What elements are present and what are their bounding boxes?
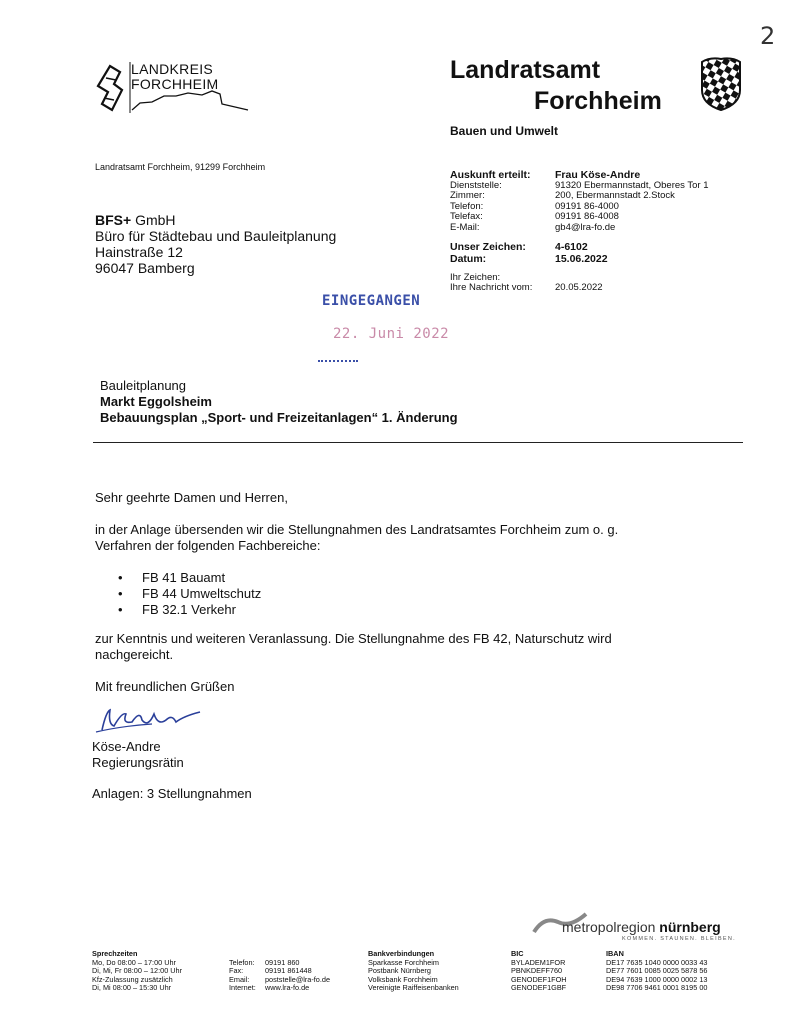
subject-block [100, 378, 458, 426]
footer-heading: BIC [511, 949, 524, 958]
info-value: 200, Ebermannstadt 2.Stock [555, 190, 675, 202]
subject-line2: Markt Eggolsheim [100, 394, 212, 409]
footer-line: BYLADEM1FOR [511, 957, 566, 967]
subject-line1: Bauleitplanung [100, 378, 187, 393]
list-item: • FB 44 Umweltschutz [118, 586, 262, 601]
attachments: Anlagen: 3 Stellungnahmen [92, 786, 252, 801]
footer-line: DE77 7601 0085 0025 5878 56 [606, 966, 708, 976]
footer-line: Di, Mi 08:00 – 15:30 Uhr [92, 983, 172, 993]
info-label: Telefon: [450, 200, 484, 212]
footer-line: DE17 7635 1040 0000 0033 43 [606, 957, 708, 967]
paragraph-1 [95, 522, 618, 554]
header-title-line2: Forchheim [534, 87, 662, 115]
info-label: Telefax: [450, 211, 483, 223]
metropolregion-tagline: KOMMEN. STAUNEN. BLEIBEN. [622, 936, 736, 942]
footer-hours [92, 950, 182, 993]
info-value: gb4@lra-fo.de [555, 221, 616, 233]
footer-line: Vereinigte Raiffeisenbanken [368, 983, 459, 993]
footer-line: 09191 861448 [265, 966, 312, 976]
recipient-street: Hainstraße 12 [95, 244, 183, 260]
paragraph-line: Verfahren der folgenden Fachbereiche: [95, 538, 321, 553]
footer-line: www.lra-fo.de [265, 983, 310, 993]
footer-line: poststelle@lra-fo.de [265, 974, 331, 984]
info-label: Ihre Nachricht vom: [450, 282, 533, 294]
signer-title: Regierungsrätin [92, 755, 184, 770]
footer-line: DE98 7706 9461 0001 8195 00 [606, 983, 708, 993]
footer-line: Telefon: [229, 957, 255, 967]
footer-line: Mo, Do 08:00 – 17:00 Uhr [92, 957, 176, 967]
recipient-name: BFS+ GmbH [95, 212, 176, 228]
footer-heading: Sprechzeiten [92, 949, 138, 958]
sender-line: Landratsamt Forchheim, 91299 Forchheim [95, 162, 266, 172]
info-label: Ihr Zeichen: [450, 272, 501, 284]
info-value: 09191 86-4000 [555, 200, 619, 212]
recipient-city: 96047 Bamberg [95, 260, 195, 276]
info-label: Zimmer: [450, 190, 485, 202]
footer-line: Volksbank Forchheim [368, 974, 438, 984]
department: Bauen und Umwelt [450, 124, 559, 138]
info-label: Dienststelle: [450, 180, 502, 191]
footer-line: PBNKDEFF760 [511, 966, 563, 976]
divider [93, 442, 743, 443]
handwritten-signature-icon [92, 702, 212, 742]
signer-name: Köse-Andre [92, 739, 161, 754]
info-value: Frau Köse-Andre [555, 169, 641, 181]
footer-contact-values [265, 959, 330, 993]
footer-line: Internet: [229, 983, 256, 993]
footer-line: Kfz-Zulassung zusätzlich [92, 974, 173, 984]
footer-line: Sparkasse Forchheim [368, 957, 439, 967]
footer-heading: Bankverbindungen [368, 949, 435, 958]
info-label: E-Mail: [450, 221, 480, 233]
info-value: 91320 Ebermannstadt, Oberes Tor 1 [555, 180, 709, 191]
footer-line: GENODEF1FOH [511, 974, 567, 984]
footer-line: 09191 860 [265, 957, 300, 967]
footer-line: GENODEF1GBF [511, 983, 567, 993]
metropolregion-logo: metropolregion nürnberg [562, 919, 721, 935]
bavaria-crest-icon [698, 56, 744, 112]
header-title-line1: Landratsamt [450, 56, 601, 84]
info-label: Datum: [450, 253, 487, 266]
info-value: 09191 86-4008 [555, 211, 619, 223]
salutation: Sehr geehrte Damen und Herren, [95, 490, 288, 505]
paragraph-line: nachgereicht. [95, 647, 174, 662]
info-label: Auskunft erteilt: [450, 169, 531, 181]
list-item: • FB 32.1 Verkehr [118, 602, 236, 617]
footer-contact-labels [229, 959, 256, 993]
stamp-divider [318, 360, 358, 362]
subject-line3: Bebauungsplan „Sport- und Freizeitanlagen“ 1. Änderung [100, 410, 458, 425]
paragraph-line: zur Kenntnis und weiteren Veranlassung. Die Stellungnahme des FB 42, Naturschutz wird [95, 631, 612, 646]
footer-line: Email: [229, 974, 250, 984]
recipient-address [95, 212, 336, 276]
paragraph-line: in der Anlage übersenden wir die Stellungnahmen des Landratsamtes Forchheim zum o. g. [95, 522, 619, 537]
paragraph-2 [95, 631, 612, 663]
footer-banks [368, 950, 459, 993]
info-value: 20.05.2022 [555, 282, 603, 294]
closing: Mit freundlichen Grüßen [95, 679, 235, 694]
info-value: 15.06.2022 [555, 253, 608, 266]
footer-heading: IBAN [606, 949, 624, 958]
info-value: 4-6102 [555, 241, 588, 254]
recipient-line2: Büro für Städtebau und Bauleitplanung [95, 228, 337, 244]
footer-line: Di, Mi, Fr 08:00 – 12:00 Uhr [92, 966, 183, 976]
footer-bic [511, 950, 567, 993]
received-stamp: EINGEGANGEN [322, 293, 421, 309]
footer-iban [606, 950, 707, 993]
footer-line: Fax: [229, 966, 244, 976]
footer-line: Postbank Nürnberg [368, 966, 431, 976]
logo-line1: LANDKREIS [131, 61, 214, 77]
info-label: Unser Zeichen: [450, 241, 526, 254]
list-item: • FB 41 Bauamt [118, 570, 226, 585]
page-number: 2 [760, 22, 776, 50]
bullet-list [118, 570, 261, 618]
info-block [450, 169, 709, 294]
received-stamp-date: 22. Juni 2022 [333, 326, 450, 342]
footer-line: DE94 7639 1000 0000 0002 13 [606, 974, 708, 984]
logo-line2: FORCHHEIM [131, 76, 219, 92]
